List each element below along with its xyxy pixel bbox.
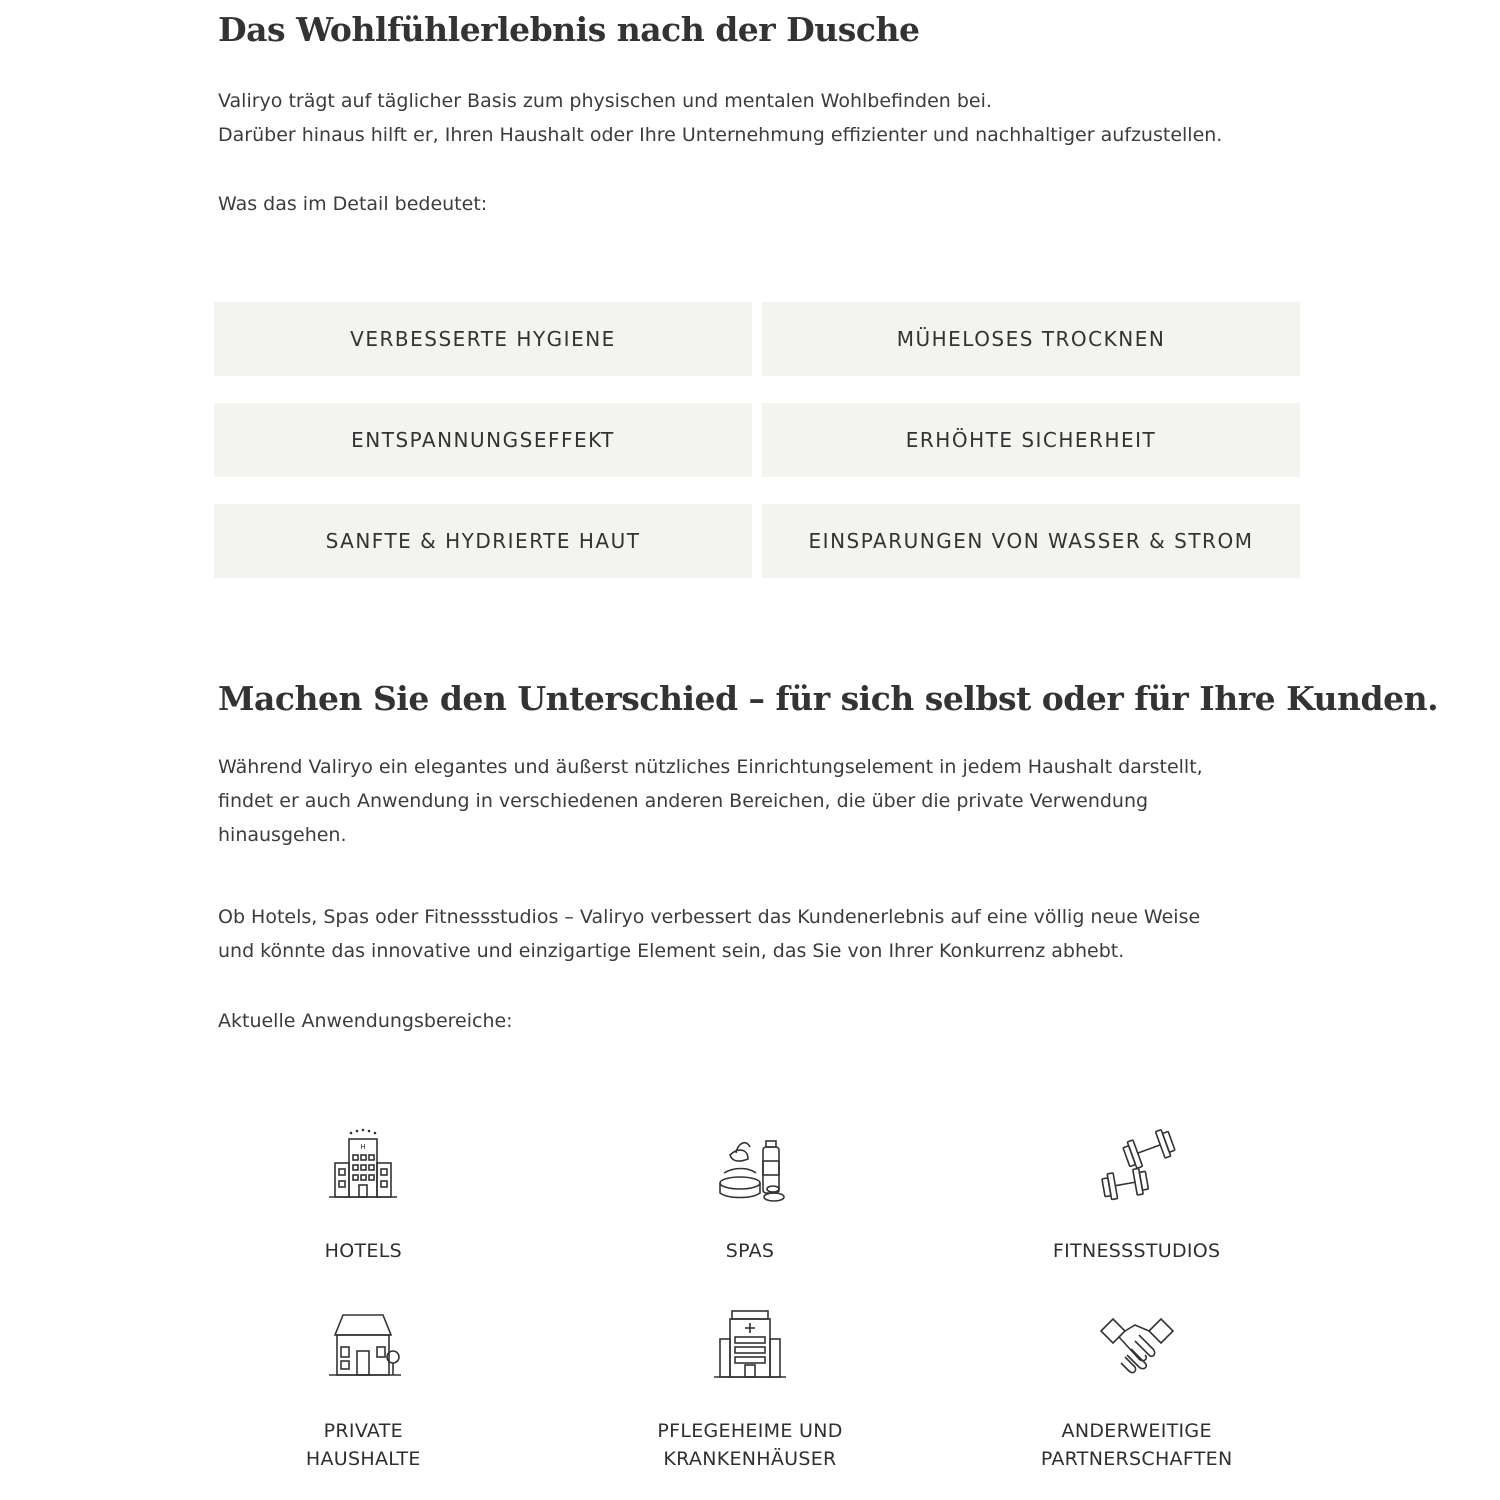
area-label-spas-line1: SPAS — [725, 1240, 775, 1262]
area-label-fitness — [1053, 1237, 1221, 1265]
area-hotels — [170, 1125, 557, 1265]
area-spas — [557, 1125, 944, 1265]
usage-line-3: hinausgehen. — [218, 824, 347, 846]
hotel-icon — [321, 1125, 405, 1209]
area-other-partnerships — [943, 1305, 1330, 1473]
svg-text:H: H — [360, 1143, 366, 1151]
dumbbell-icon — [1095, 1125, 1179, 1209]
section-title-wellbeing: Das Wohlfühlerlebnis nach der Dusche — [218, 10, 920, 49]
area-label-care-homes-hospitals-line2: KRANKENHÄUSER — [663, 1448, 837, 1470]
area-label-care-homes-hospitals-line1: PFLEGEHEIME UND — [657, 1420, 843, 1442]
intro-line-1: Valiryo trägt auf täglicher Basis zum physischen und mentalen Wohlbefinden bei. — [218, 90, 992, 112]
area-fitness — [943, 1125, 1330, 1265]
area-label-hotels-line1: HOTELS — [324, 1240, 402, 1262]
benefit-relaxation: ENTSPANNUNGSEFFEKT — [214, 403, 752, 477]
benefit-skin: SANFTE & HYDRIERTE HAUT — [214, 504, 752, 578]
intro-line-2: Darüber hinaus hilft er, Ihren Haushalt oder Ihre Unternehmung effizienter und nachhaltiger aufzustellen. — [218, 124, 1223, 146]
house-icon — [321, 1305, 405, 1389]
area-label-private-households-line2: HAUSHALTE — [305, 1448, 421, 1470]
customer-line-1: Ob Hotels, Spas oder Fitnessstudios – Valiryo verbessert das Kundenerlebnis auf eine völlig neue Weise — [218, 906, 1201, 928]
detail-label: Was das im Detail bedeutet: — [218, 193, 488, 215]
area-label-hotels — [325, 1237, 402, 1265]
benefit-safety: ERHÖHTE SICHERHEIT — [762, 403, 1300, 477]
area-label-private-households-line1: PRIVATE — [323, 1420, 403, 1442]
benefit-hygiene: VERBESSERTE HYGIENE — [214, 302, 752, 376]
usage-line-2: findet er auch Anwendung in verschiedenen anderen Bereichen, die über die private Verwendung — [218, 790, 1149, 812]
area-label-other-partnerships-line2: PARTNERSCHAFTEN — [1040, 1448, 1233, 1470]
spa-icon — [708, 1125, 792, 1209]
area-label-other-partnerships — [1041, 1417, 1233, 1473]
areas-label: Aktuelle Anwendungsbereiche: — [218, 1010, 513, 1032]
application-areas-grid — [170, 1125, 1330, 1473]
hospital-icon — [708, 1305, 792, 1389]
handshake-icon — [1095, 1305, 1179, 1389]
usage-line-1: Während Valiryo ein elegantes und äußerst nützliches Einrichtungselement in jedem Haushalt darstellt, — [218, 756, 1203, 778]
area-label-spas — [726, 1237, 775, 1265]
benefits-grid — [214, 302, 1300, 578]
area-label-care-homes-hospitals — [657, 1417, 842, 1473]
usage-paragraph — [218, 750, 1248, 852]
area-label-other-partnerships-line1: ANDERWEITIGE — [1061, 1420, 1212, 1442]
customer-line-2: und könnte das innovative und einzigartige Element sein, das Sie von Ihrer Konkurrenz abhebt. — [218, 940, 1125, 962]
area-private-households — [170, 1305, 557, 1473]
benefit-savings: EINSPARUNGEN VON WASSER & STROM — [762, 504, 1300, 578]
area-label-fitness-line1: FITNESSSTUDIOS — [1052, 1240, 1221, 1262]
section-title-difference: Machen Sie den Unterschied – für sich selbst oder für Ihre Kunden. — [218, 679, 1439, 718]
benefit-drying: MÜHELOSES TROCKNEN — [762, 302, 1300, 376]
customer-paragraph — [218, 900, 1298, 968]
area-label-private-households — [306, 1417, 421, 1473]
intro-paragraph — [218, 84, 1298, 152]
area-care-homes-hospitals — [557, 1305, 944, 1473]
